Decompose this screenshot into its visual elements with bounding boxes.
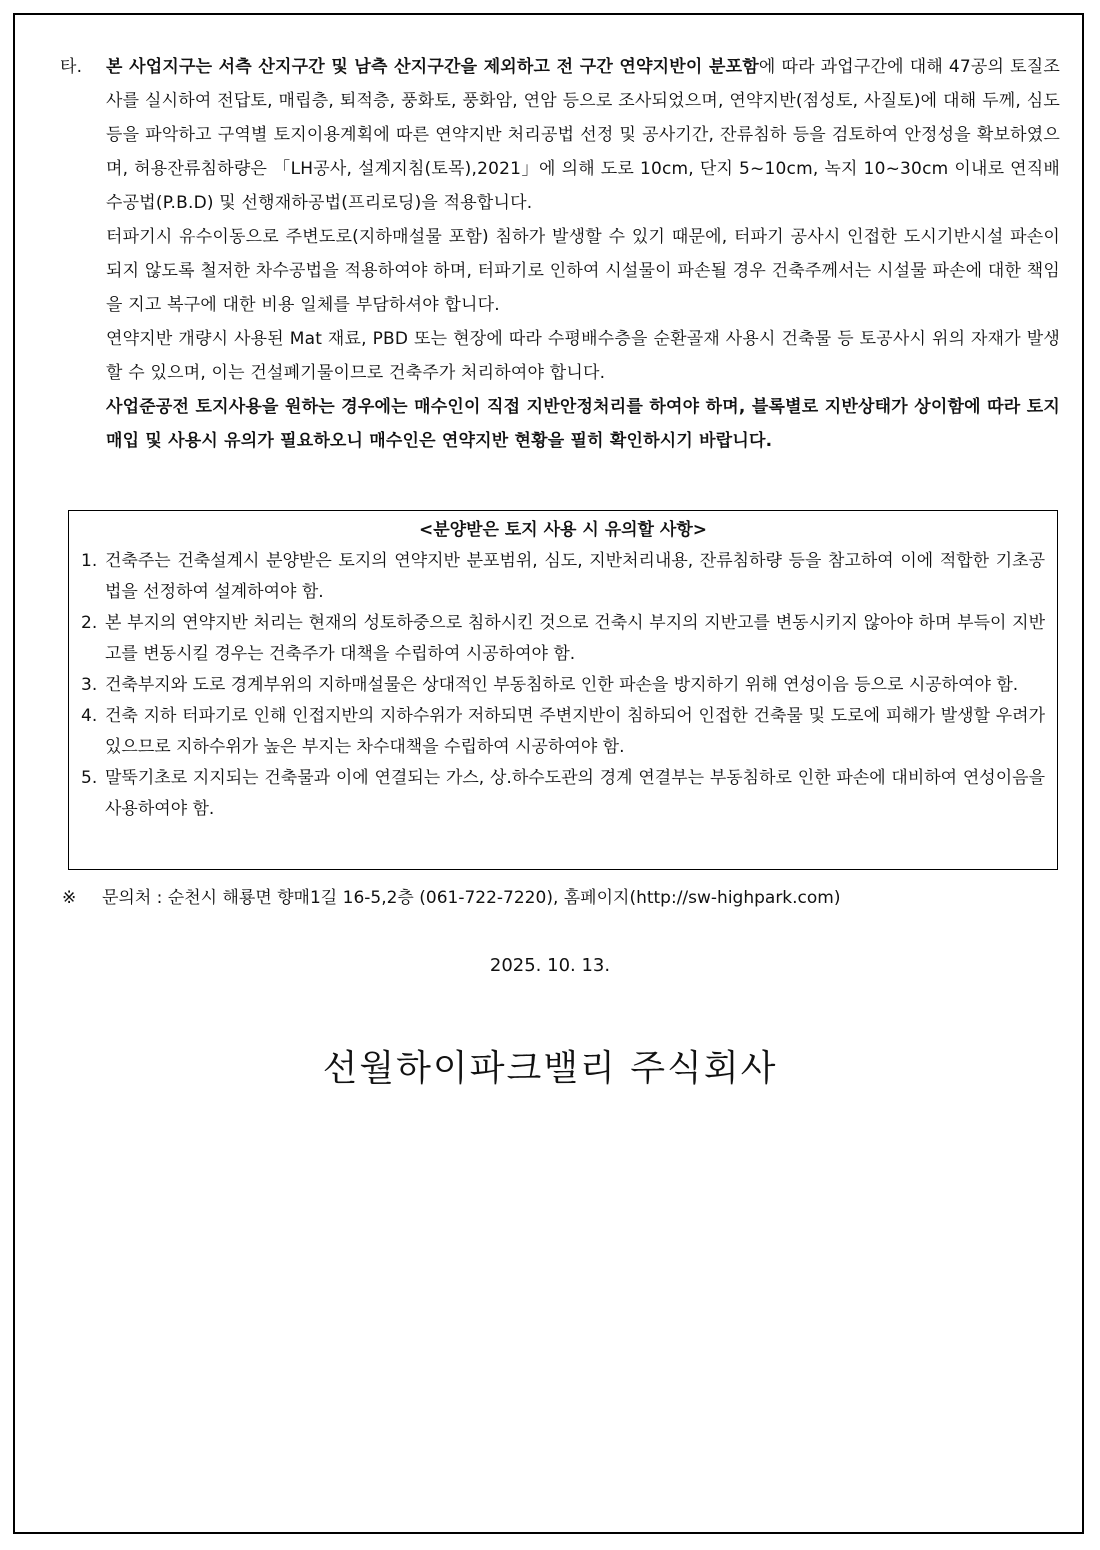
reference-mark: ※ — [62, 888, 77, 908]
paragraph-excavation: 터파기시 유수이동으로 주변도로(지하매설물 포함) 침하가 발생할 수 있기 때문에, 터파기 공사시 인접한 도시기반시설 파손이 되지 않도록 철저한 차수공법을 적용하여야 하며, 터파기로 인하여 시설물이 파손될 경우 건축주께서는 시설물 파손에 대한 책임을 지고 복구에 대한 비용 일체를 부담하셔야 합니다. — [106, 227, 1061, 315]
notice-item-number: 3. — [81, 675, 98, 695]
intro-bold-text: 본 사업지구는 서측 산지구간 및 남측 산지구간을 제외하고 전 구간 연약지반이 분포함 — [106, 57, 759, 77]
notice-item-number: 5. — [81, 768, 98, 788]
paragraph-early-use: 사업준공전 토지사용을 원하는 경우에는 매수인이 직접 지반안정처리를 하여야 하며, 블록별로 지반상태가 상이함에 따라 토지매입 및 사용시 유의가 필요하오니 매수인은 연약지반 현황을 필히 확인하시기 바랍니다. — [106, 397, 1060, 451]
section-marker: 타. — [60, 57, 83, 77]
notice-item-text: 건축주는 건축설계시 분양받은 토지의 연약지반 분포범위, 심도, 지반처리내용, 잔류침하량 등을 참고하여 이에 적합한 기초공법을 선정하여 설계하여야 함. — [105, 551, 1045, 602]
contact-text: 문의처 : 순천시 해룡면 향매1길 16-5,2층 (061-722-7220), 홈페이지(http://sw-highpark.com) — [102, 888, 841, 908]
notice-item-text: 건축부지와 도로 경계부위의 지하매설물은 상대적인 부동침하로 인한 파손을 방지하기 위해 연성이음 등으로 시공하여야 함. — [105, 675, 1019, 695]
paragraph-materials: 연약지반 개량시 사용된 Mat 재료, PBD 또는 현장에 따라 수평배수층을 순환골재 사용시 건축물 등 토공사시 위의 자재가 발생 할 수 있으며, 이는 건설폐기물이므로 건축주가 처리하여야 합니다. — [106, 329, 1060, 383]
notice-item — [81, 701, 1045, 763]
section-ta — [60, 50, 1060, 458]
section-intro — [106, 50, 1060, 220]
company-name: 선월하이파크밸리 주식회사 — [322, 1048, 778, 1089]
notice-item-number: 4. — [81, 706, 98, 726]
notice-item-text: 건축 지하 터파기로 인해 인접지반의 지하수위가 저하되면 주변지반이 침하되어 인접한 건축물 및 도로에 피해가 발생할 우려가 있으므로 지하수위가 높은 부지는 차수대책을 수립하여 시공하여야 함. — [105, 706, 1045, 757]
notice-item-text: 말뚝기초로 지지되는 건축물과 이에 연결되는 가스, 상.하수도관의 경계 연결부는 부동침하로 인한 파손에 대비하여 연성이음을 사용하여야 함. — [105, 768, 1045, 819]
notice-box — [68, 510, 1058, 870]
notice-item — [81, 763, 1045, 825]
notice-item-number: 2. — [81, 613, 98, 633]
intro-rest-text: 에 따라 과업구간에 대해 47공의 토질조사를 실시하여 전답토, 매립층, 퇴적층, 풍화토, 풍화암, 연암 등으로 조사되었으며, 연약지반(점성토, 사질토)에 대해 두께, 심도 등을 파악하고 구역별 토지이용계획에 따른 연약지반 처리공법 선정 및 공사기간, 잔류침하 등을 검토하여 안정성을 확보하였으며, 허용잔류침하량은 「LH공사, 설계지침(토목),2021」에 의해 도로 10cm, 단지 5~10cm, 녹지 10~30cm 이내로 연직배수공법(P.B.D) 및 선행재하공법(프리로딩)을 적용합니다. — [106, 57, 1060, 213]
notice-item — [81, 608, 1045, 670]
notice-item — [81, 670, 1045, 701]
document-date: 2025. 10. 13. — [489, 955, 611, 976]
notice-title: <분양받은 토지 사용 시 유의할 사항> — [419, 520, 707, 540]
notice-item-text: 본 부지의 연약지반 처리는 현재의 성토하중으로 침하시킨 것으로 건축시 부지의 지반고를 변동시키지 않아야 하며 부득이 지반고를 변동시킬 경우는 건축주가 대책을 수립하여 시공하여야 함. — [105, 613, 1045, 664]
notice-item-number: 1. — [81, 551, 98, 571]
notice-item — [81, 546, 1045, 608]
contact-info — [62, 884, 841, 912]
